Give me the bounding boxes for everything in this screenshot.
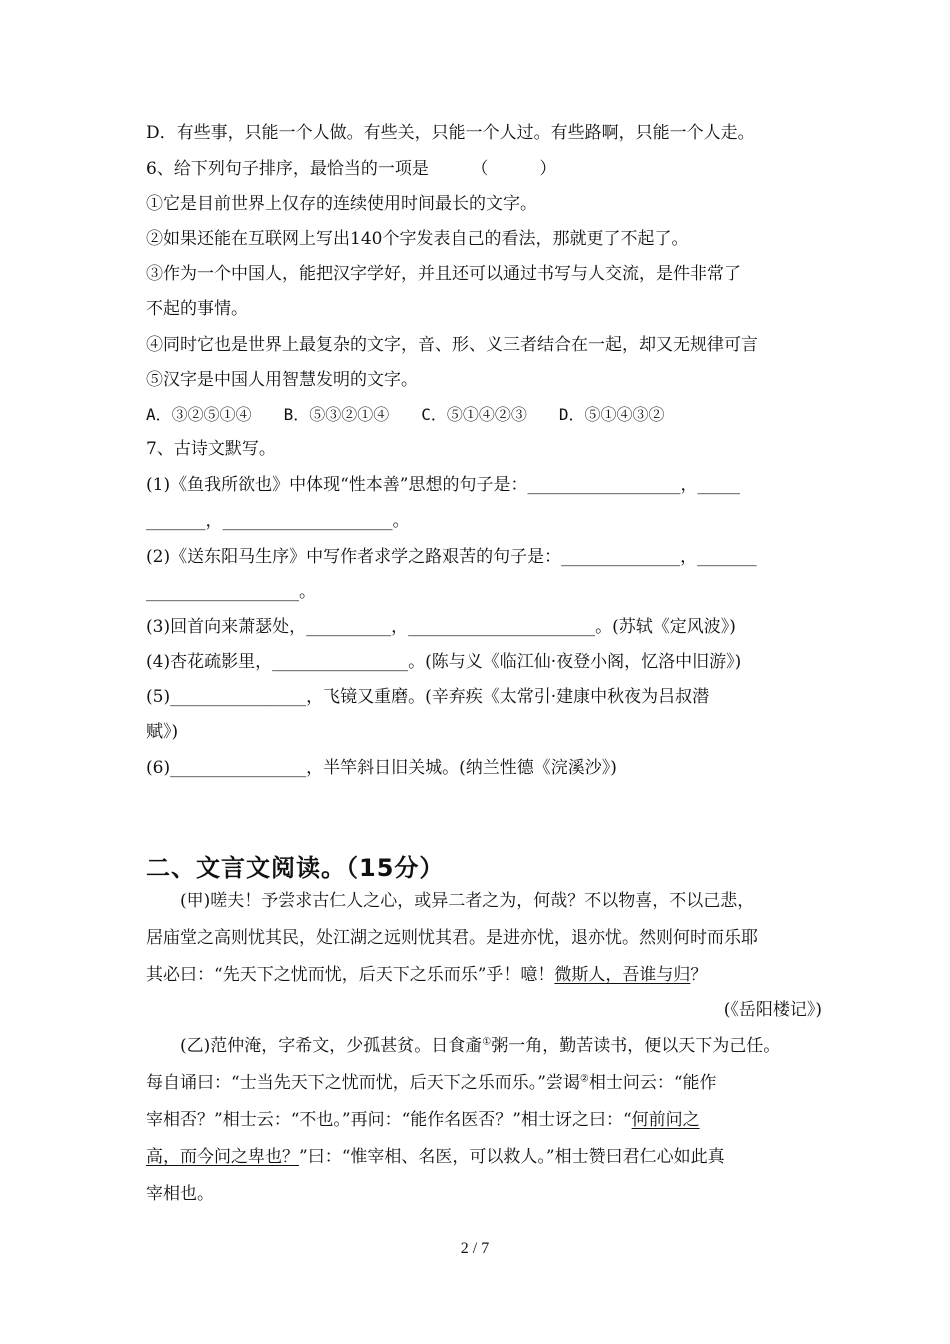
option-d-line: D．有些事，只能一个人做。有些关，只能一个人过。有些路啊，只能一个人走。 — [146, 123, 755, 143]
passage-yi-text-1a: (乙)范仲淹，字希文，少孤甚贫。日食齑 — [180, 1036, 483, 1056]
sentence-3-cont: 不起的事情。 — [146, 299, 248, 319]
sentence-1: ①它是目前世界上仅存的连续使用时间最长的文字。 — [146, 194, 537, 214]
question-6-options: A．③②⑤①④ B．⑤③②①④ C．⑤①④②③ D．⑤①④③② — [146, 405, 665, 424]
sentence-3: ③作为一个中国人，能把汉字学好，并且还可以通过书写与人交流，是件非常了 — [146, 264, 741, 284]
passage-yi-line-3 — [146, 1109, 700, 1131]
passage-jia-source: (《岳阳楼记》) — [723, 1000, 822, 1020]
passage-yi-line-4 — [146, 1146, 725, 1168]
question-6-stem: 6、给下列句子排序，最恰当的一项是 （ ） — [146, 159, 557, 179]
passage-yi-text-1b: 粥一角，勤苦读书，便以天下为己任。 — [491, 1036, 781, 1056]
passage-yi-line-2 — [146, 1072, 717, 1094]
underlined-phrase-yi-part-2: 高，而今问之卑也？ — [146, 1147, 299, 1167]
section-2-title: 二、文言文阅读。（15分） — [146, 854, 445, 882]
poem-line-8: 赋》) — [146, 722, 179, 742]
passage-jia-text: 其必曰：“先天下之忧而忧，后天下之乐而乐”乎！噫！ — [146, 965, 555, 985]
sentence-4: ④同时它也是世界上最复杂的文字，音、形、义三者结合在一起，却又无规律可言 — [146, 335, 758, 355]
passage-jia-line-3 — [146, 964, 707, 986]
passage-jia-end: ？ — [690, 965, 708, 985]
underlined-phrase-jia: 微斯人，吾谁与归 — [554, 965, 691, 985]
poem-line-4: __________________。 — [146, 582, 316, 602]
poem-line-9: (6)________________，半竿斜日旧关城。(纳兰性德《浣溪沙》) — [146, 758, 617, 778]
page-number: 2 / 7 — [460, 1240, 490, 1257]
passage-yi-text-2b: 相士问云：“能作 — [588, 1073, 717, 1093]
passage-yi-text-4b: ”曰：“惟宰相、名医，可以救人。”相士赞曰君仁心如此真 — [299, 1147, 725, 1167]
poem-line-7: (5)________________，飞镜又重磨。(辛弃疾《太常引·建康中秋夜为吕叔潜 — [146, 687, 710, 707]
poem-line-1: (1)《鱼我所欲也》中体现“性本善”思想的句子是：__________________，_____ — [146, 475, 740, 495]
poem-line-6: (4)杏花疏影里，________________。(陈与义《临江仙·夜登小阁，忆洛中旧游》) — [146, 652, 742, 672]
footnote-1-marker: ① — [482, 1036, 492, 1048]
footnote-2-marker: ② — [579, 1073, 589, 1085]
sentence-5: ⑤汉字是中国人用智慧发明的文字。 — [146, 370, 418, 390]
passage-yi-line-1 — [180, 1035, 780, 1057]
poem-line-2: _______，____________________。 — [146, 511, 410, 531]
passage-yi-text-3a: 宰相否？”相士云：“不也。”再问：“能作名医否？”相士讶之曰：“ — [146, 1110, 632, 1130]
passage-jia-line-2: 居庙堂之高则忧其民，处江湖之远则忧其君。是进亦忧，退亦忧。然则何时而乐耶 — [146, 928, 758, 948]
underlined-phrase-yi-part-1: 何前问之 — [631, 1110, 700, 1130]
poem-line-5: (3)回首向来萧瑟处，__________，______________________。(苏轼《定风波》) — [146, 617, 736, 637]
poem-line-3: (2)《送东阳马生序》中写作者求学之路艰苦的句子是：______________，_______ — [146, 547, 757, 567]
sentence-2: ②如果还能在互联网上写出140个字发表自己的看法，那就更了不起了。 — [146, 229, 689, 249]
passage-yi-line-5: 宰相也。 — [146, 1184, 214, 1204]
passage-yi-text-2a: 每自诵曰：“士当先天下之忧而忧，后天下之乐而乐。”尝谒 — [146, 1073, 580, 1093]
passage-jia-line-1: (甲)嗟夫！予尝求古仁人之心，或异二者之为，何哉？不以物喜，不以己悲， — [180, 891, 755, 911]
question-7-stem: 7、古诗文默写。 — [146, 439, 276, 459]
